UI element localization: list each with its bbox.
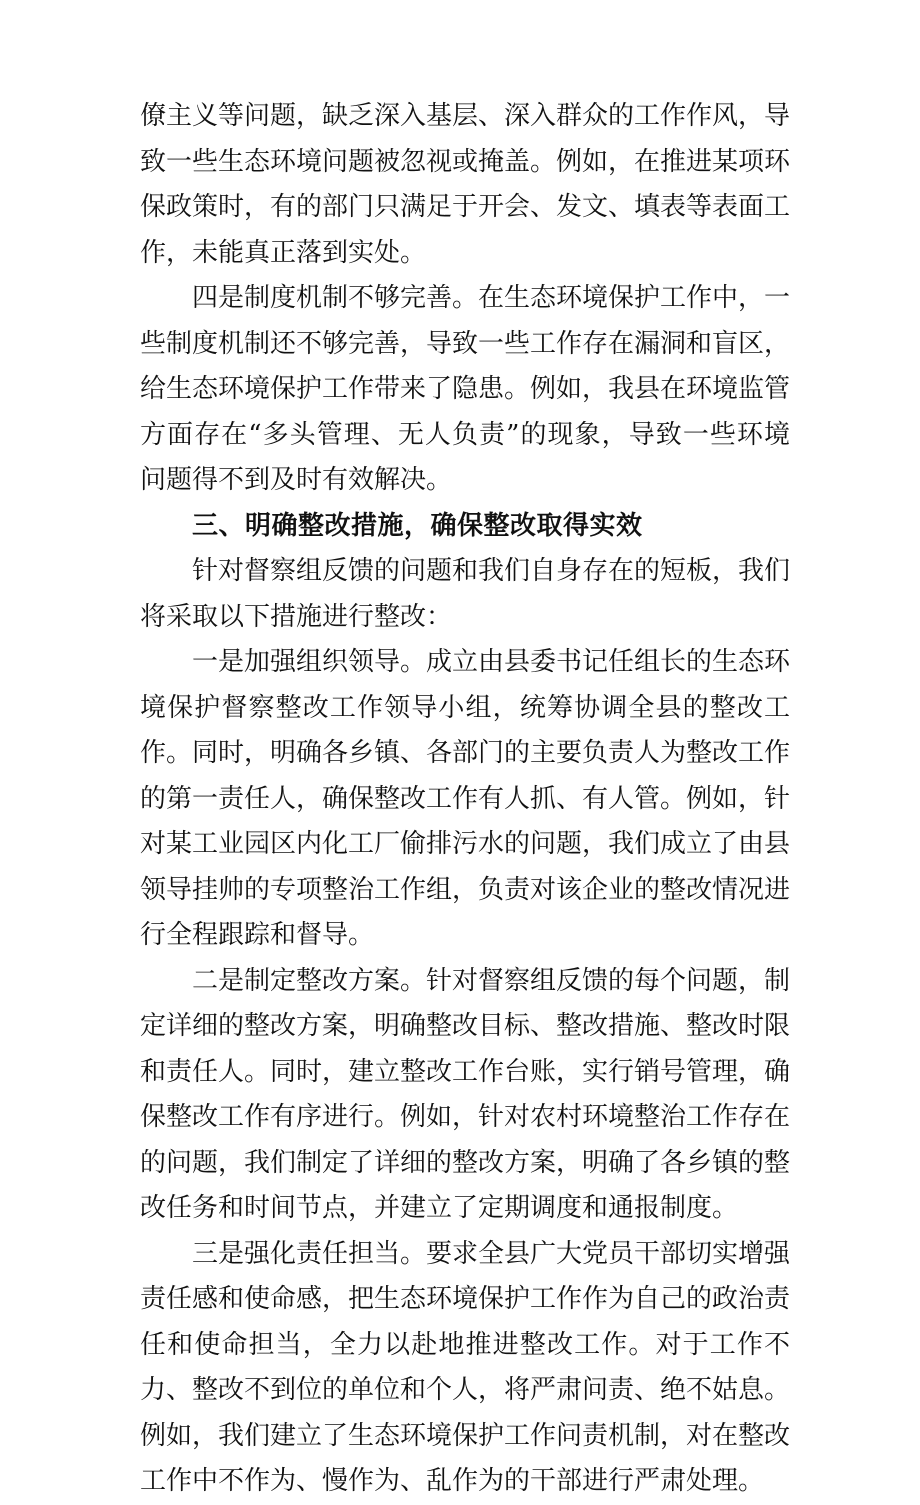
paragraph-measure-three: 三是强化责任担当。要求全县广大党员干部切实增强责任感和使命感，把生态环境保护工作作为自己的政治责任和使命担当，全力以赴地推进整改工作。对于工作不力、整改不到位的单位和个人，将严肃问责、绝不姑息。例如，我们建立了生态环境保护工作问责机制，对在整改工作中不作为、慢作为、乱作为的干部进行严肃处理。: [140, 1238, 791, 1496]
paragraph-measure-one: 一是加强组织领导。成立由县委书记任组长的生态环境保护督察整改工作领导小组，统筹协调全县的整改工作。同时，明确各乡镇、各部门的主要负责人为整改工作的第一责任人，确保整改工作有人抓、有人管。例如，针对某工业园区内化工厂偷排污水的问题，我们成立了由县领导挂帅的专项整治工作组，负责对该企业的整改情况进行全程跟踪和督导。: [140, 647, 791, 950]
section-heading: 三、明确整改措施，确保整改取得实效: [192, 510, 643, 541]
paragraph-intro: 针对督察组反馈的问题和我们自身存在的短板，我们将采取以下措施进行整改：: [140, 556, 791, 632]
paragraph-continued: 僚主义等问题，缺乏深入基层、深入群众的工作作风，导致一些生态环境问题被忽视或掩盖。例如，在推进某项环保政策时，有的部门只满足于开会、发文、填表等表面工作，未能真正落到实处。: [140, 101, 791, 268]
document-body: [140, 94, 790, 1505]
paragraph-point-four: 四是制度机制不够完善。在生态环境保护工作中，一些制度机制还不够完善，导致一些工作存在漏洞和盲区，给生态环境保护工作带来了隐患。例如，我县在环境监管方面存在“多头管理、无人负责”的现象，导致一些环境问题得不到及时有效解决。: [140, 283, 791, 495]
paragraph-measure-two: 二是制定整改方案。针对督察组反馈的每个问题，制定详细的整改方案，明确整改目标、整改措施、整改时限和责任人。同时，建立整改工作台账，实行销号管理，确保整改工作有序进行。例如，针对农村环境整治工作存在的问题，我们制定了详细的整改方案，明确了各乡镇的整改任务和时间节点，并建立了定期调度和通报制度。: [140, 965, 791, 1223]
